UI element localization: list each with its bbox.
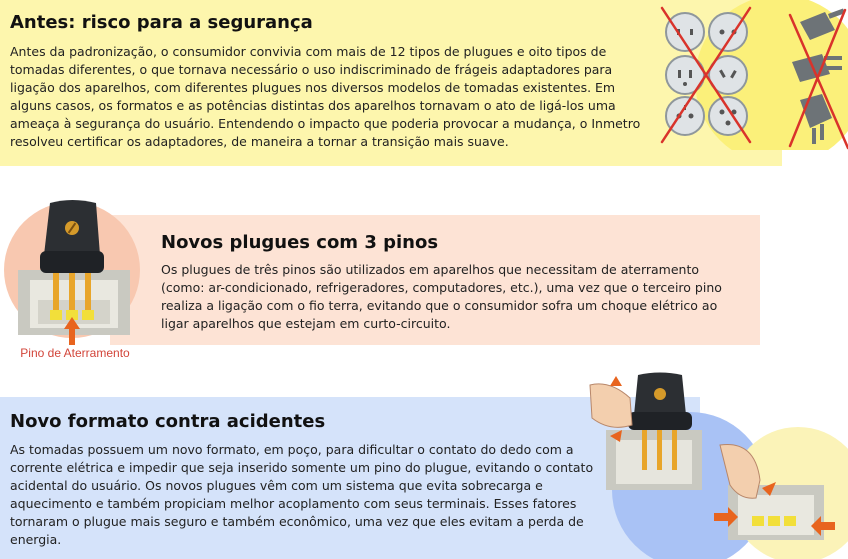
section-body: As tomadas possuem um novo formato, em poço, para dificultar o contato do dedo com a corrente elétrica e impedir que seja inserido somente um pino do plugue, evitando o contato acidental do usuário. Os novos plugues vêm com um sistema que evita sobrecarga e aquecimento e também propiciam melhor acoplamento com seus terminais. Esses fatores tornaram o plugue mais seguro e também econômico, uma vez que eles evitam a perda de energia. bbox=[10, 442, 594, 547]
section-title: Novo formato contra acidentes bbox=[10, 411, 326, 432]
section-title: Antes: risco para a segurança bbox=[10, 12, 313, 33]
hands-plugging-recessed-socket-icon bbox=[580, 370, 848, 559]
three-pin-plug-icon bbox=[0, 195, 150, 365]
section-title: Novos plugues com 3 pinos bbox=[161, 232, 439, 253]
section-body: Os plugues de três pinos são utilizados em aparelhos que necessitam de aterramento (como: ar-condicionado, refrigeradores, computadores, etc.), uma vez que o terceiro pino realiza a ligação com o fio terra, evitando que o consumidor sofra um choque elétrico ao ligar aparelhos que estejam em curto-circuito. bbox=[161, 262, 722, 331]
section-three-pin-plugs bbox=[110, 215, 760, 345]
section-body: Antes da padronização, o consumidor convivia com mais de 12 tipos de plugues e oito tipos de tomadas diferentes, o que tornava necessário o uso indiscriminado de frágeis adaptadores para ligação dos aparelhos, com diferentes plugues nos diversos modelos de tomadas existentes. Em alguns casos, os formatos e as potências distintas dos aparelhos tornavam o ato de ligá-los uma ameaça à segurança do usuário. Entendendo o impacto que poderia provocar a mudança, o Inmetro resolveu certificar os adaptadores, de maneira a tornar a transição mais suave. bbox=[10, 44, 641, 149]
old-sockets-and-plugs-crossed-out-icon bbox=[650, 0, 848, 150]
ground-pin-caption: Pino de Aterramento bbox=[20, 346, 130, 360]
